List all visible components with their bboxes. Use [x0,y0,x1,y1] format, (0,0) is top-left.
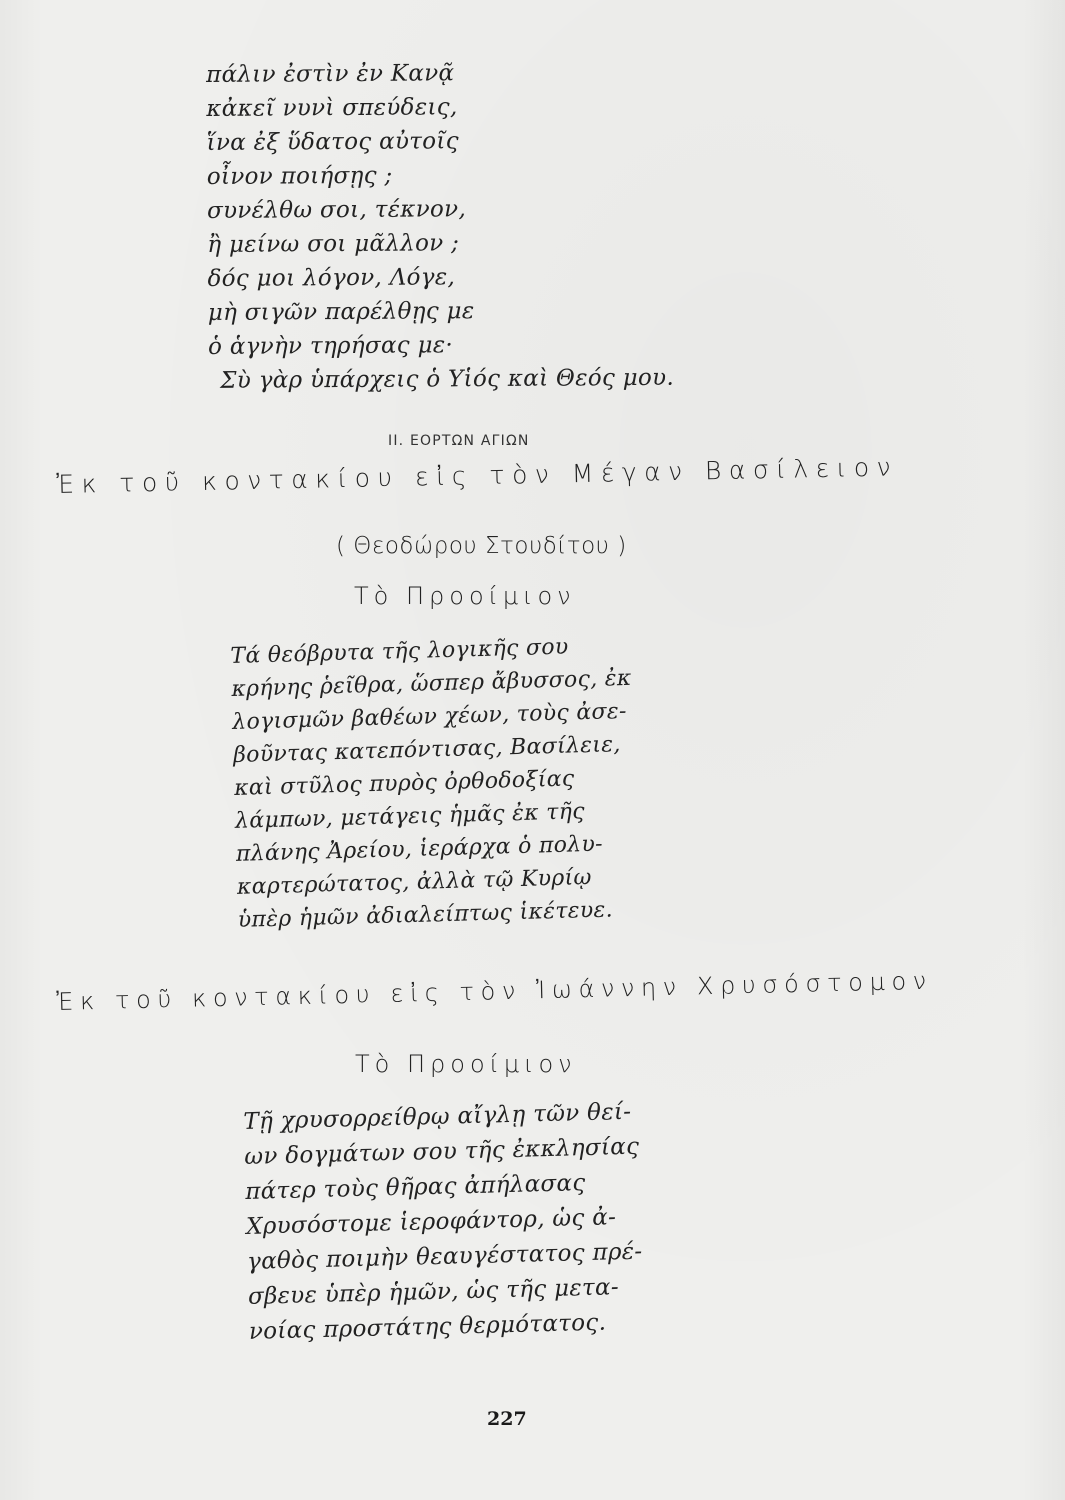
verse-line: καρτερώτατος, ἀλλὰ τῷ Κυρίῳ [236,864,593,900]
verse-line: σβευε ὑπὲρ ἡμῶν, ὡς τῆς μετα- [247,1274,620,1310]
verse-line: ὁ ἁγνὴν τηρήσας με· [207,332,454,360]
chrysostom-prooimion-subheading: Τὸ Προοίμιον [355,1050,577,1078]
verse-line: Χρυσόστομε ἱεροφάντορ, ὡς ἀ- [245,1204,617,1240]
verse-line: ἵνα ἐξ ὕδατος αὐτοῖς [206,128,459,156]
verse-line: πλάνης Ἀρείου, ἱεράρχα ὁ πολυ- [235,831,604,867]
verse-line: ὑπὲρ ἡμῶν ἀδιαλείπτως ἱκέτευε. [237,897,614,933]
verse-line: ων δογμάτων σου τῆς ἐκκλησίας [244,1133,640,1170]
verse-line: λογισμῶν βαθέων χέων, τοὺς ἀσε- [231,698,627,735]
verse-line: γαθὸς ποιμὴν θεαυγέστατος πρέ- [246,1238,643,1275]
basil-author-attribution: ( Θεοδώρου Στουδίτου ) [336,533,627,559]
chrysostom-kontakion-heading: Ἐκ τοῦ κοντακίου εἰς τὸν Ἰωάννην Χρυσόστομον [56,966,934,1016]
verse-line: κἀκεῖ νυνὶ σπεύδεις, [206,94,458,122]
verse-line: οἶνον ποιήσῃς ; [206,162,393,190]
kontakion-verse-continuation [206,55,674,398]
verse-line: πάτερ τοὺς θῆρας ἀπήλασας [244,1170,586,1205]
verse-line: Σὺ γὰρ ὑπάρχεις ὁ Υἱός καὶ Θεός μου. [220,364,675,394]
basil-kontakion-heading: Ἐκ τοῦ κοντακίου εἰς τὸν Μέγαν Βασίλειον [56,452,899,499]
basil-prooimion-text [230,629,638,937]
verse-line: πάλιν ἐστὶν ἐν Κανᾷ [206,60,455,88]
basil-prooimion-subheading: Τὸ Προοίμιον [354,582,576,610]
verse-line: ἢ μείνω σοι μᾶλλον ; [207,230,460,258]
verse-line: βοῦντας κατεπόντισας, Βασίλειε, [232,732,621,768]
page-number: 227 [487,1408,527,1430]
verse-line: Τά θεόβρυτα τῆς λογικῆς σου [230,634,569,669]
verse-line: νοίας προστάτης θερμότατος. [248,1309,607,1345]
verse-line: καὶ στῦλος πυρὸς ὀρθοδοξίας [233,766,575,801]
verse-line: λάμπων, μετάγεις ἡμᾶς ἐκ τῆς [234,799,586,834]
verse-line: δός μοι λόγον, Λόγε, [207,264,456,292]
section-label: II. ΕΟΡΤΩΝ ΑΓΙΩΝ [388,433,530,449]
verse-line: μὴ σιγῶν παρέλθῃς με [207,298,475,326]
verse-line: συνέλθω σοι, τέκνον, [206,196,467,224]
verse-line: Τῇ χρυσορρείθρῳ αἴγλῃ τῶν θεί- [243,1098,632,1135]
chrysostom-prooimion-text [243,1095,645,1350]
verse-line: κρήνης ῥεῖθρα, ὥσπερ ἄβυσσος, ἐκ [231,665,632,702]
